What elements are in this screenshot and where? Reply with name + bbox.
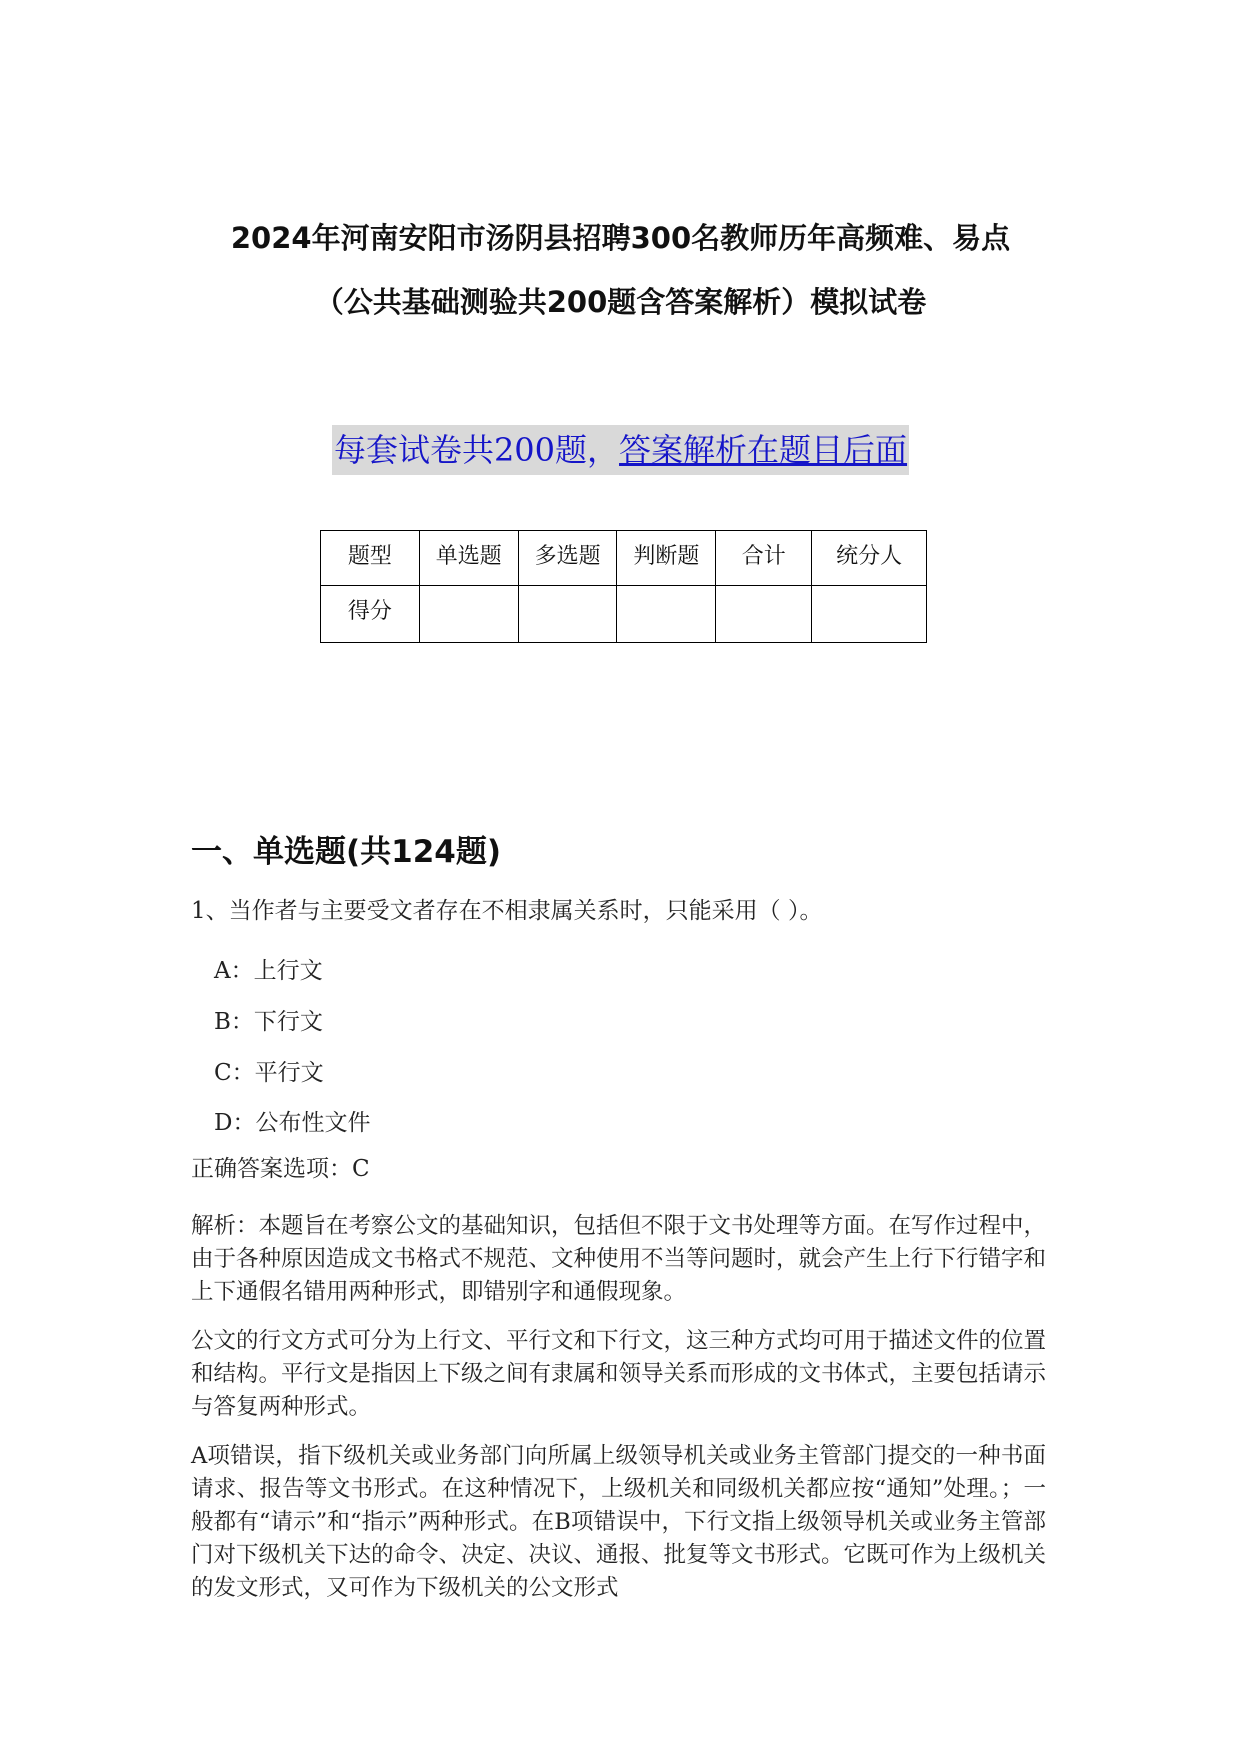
score-cell-single [419, 586, 518, 643]
score-row-label: 得分 [321, 586, 420, 643]
analysis-paragraph-1: 解析：本题旨在考察公文的基础知识，包括但不限于文书处理等方面。在写作过程中，由于各种原因造成文书格式不规范、文种使用不当等问题时，就会产生上行下行错字和上下通假名错用两种形式，即错别字和通假现象。 [191, 1213, 1047, 1305]
answer-location-link[interactable]: 答案解析在题目后面 [619, 431, 908, 469]
score-cell-multiple [518, 586, 617, 643]
score-cell-judgment [617, 586, 716, 643]
analysis-paragraph-2: 公文的行文方式可分为上行文、平行文和下行文，这三种方式均可用于描述文件的位置和结构。平行文是指因上下级之间有隶属和领导关系而形成的文书体式，主要包括请示与答复两种形式。 [191, 1328, 1047, 1420]
title-line-2: （公共基础测验共200题含答案解析）模拟试卷 [314, 285, 927, 319]
question-stem: 1、当作者与主要受文者存在不相隶属关系时，只能采用（ ）。 [191, 898, 823, 924]
header-cell-grader: 统分人 [812, 531, 927, 586]
subtitle-text: 每套试卷共200题， [333, 431, 620, 469]
option-b: B：下行文 [214, 1009, 323, 1035]
section-heading: 一、单选题(共124题) [191, 834, 502, 870]
document-title [150, 206, 1091, 334]
score-cell-total [716, 586, 812, 643]
analysis-paragraph-3: A项错误，指下级机关或业务部门向所属上级领导机关或业务主管部门提交的一种书面请求、报告等文书形式。在这种情况下，上级机关和同级机关都应按“通知”处理。；一般都有“请示”和“指示”两种形式。在B项错误中，下行文指上级领导机关或业务主管部门对下级机关下达的命令、决定、决议、通报、批复等文书形式。它既可作为上级机关的发文形式，又可作为下级机关的公文形式 [191, 1443, 1047, 1601]
header-cell-total: 合计 [716, 531, 812, 586]
score-table [320, 530, 927, 643]
score-table-score-row [321, 586, 927, 643]
score-cell-grader [812, 586, 927, 643]
option-d: D：公布性文件 [214, 1110, 371, 1136]
score-table-header-row [321, 531, 927, 586]
option-c: C：平行文 [214, 1060, 324, 1086]
title-line-1: 2024年河南安阳市汤阴县招聘300名教师历年高频难、易点 [230, 221, 1011, 255]
header-cell-judgment: 判断题 [617, 531, 716, 586]
subtitle-banner [0, 425, 1241, 475]
correct-answer: 正确答案选项：C [191, 1156, 370, 1182]
header-cell-single: 单选题 [419, 531, 518, 586]
header-cell-multiple: 多选题 [518, 531, 617, 586]
option-a: A：上行文 [214, 958, 323, 984]
subtitle [332, 425, 909, 475]
header-cell-type: 题型 [321, 531, 420, 586]
